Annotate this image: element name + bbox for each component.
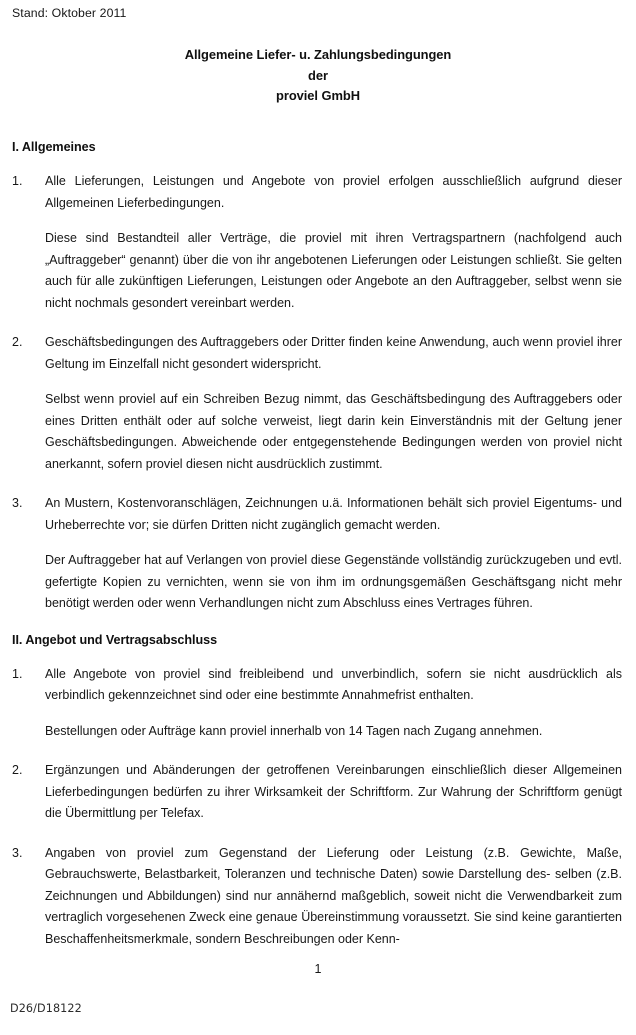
- clause-text: Alle Lieferungen, Leistungen und Angebote von proviel erfolgen ausschließlich aufgrund dieser Allgemeinen Lieferbedingungen.: [45, 174, 622, 210]
- clause-ii-1-subparagraph-1: Bestellungen oder Aufträge kann proviel innerhalb von 14 Tagen nach Zugang annehmen.: [45, 723, 543, 738]
- clause-i-3: [12, 493, 622, 536]
- clause-number: 1.: [12, 174, 23, 188]
- clause-i-2: [12, 332, 622, 375]
- clause-spacer: [12, 833, 622, 843]
- clause-i-1-subparagraph-1: Diese sind Bestandteil aller Verträge, die proviel mit ihren Vertragspartnern (nachfolgend auch „Auftraggeber“ genannt) über die von ihr angebotenen Lieferungen oder Leistungen schließt. Sie gelten auch für alle zukünftigen Lieferungen, Leistungen oder Angebote an den Auftraggeber, selbst wenn sie nicht nochmals gesondert vereinbart werden.: [45, 231, 622, 310]
- clause-number: 2.: [12, 763, 23, 777]
- page-title: Allgemeine Liefer- u. Zahlungsbedingungen: [184, 47, 452, 62]
- clause-ii-1: [12, 664, 622, 707]
- clause-text: Geschäftsbedingungen des Auftraggebers oder Dritter finden keine Anwendung, auch wenn proviel ihrer Geltung im Einzelfall nicht gesondert widerspricht.: [45, 335, 622, 371]
- clause-ii-3: [12, 843, 622, 951]
- clause-i-2-subparagraph-1: Selbst wenn proviel auf ein Schreiben Bezug nimmt, das Geschäftsbedingung des Auftraggebers oder eines Dritten enthält oder auf solche verweist, liegt darin kein Einverständnis mit der Geltung jener Geschäftsbedingungen. Abweichende oder entgegenstehende Bedingungen werden von proviel nicht anerkannt, sofern proviel diesen nicht ausdrücklich zustimmt.: [45, 392, 622, 471]
- clause-number: 3.: [12, 845, 23, 860]
- clause-i-3-subparagraph-1: Der Auftraggeber hat auf Verlangen von proviel diese Gegenstände vollständig zurückzugeben und evtl. gefertigte Kopien zu vernichten, wenn sie von ihm im ordnungsgemäßen Geschäftsgang nicht mehr benötigt werden oder wenn Verhandlungen nicht zum Abschluss eines Vertrages führen.: [45, 553, 622, 610]
- clause-number: 1.: [12, 666, 23, 681]
- clause-number: 3.: [12, 496, 23, 510]
- clause-number: 2.: [12, 335, 23, 349]
- page-number: 1: [314, 962, 322, 976]
- document-body: [12, 140, 622, 958]
- title-line-company: proviel GmbH: [276, 88, 360, 103]
- title-line-der: der: [308, 67, 328, 83]
- clause-text: Angaben von proviel zum Gegenstand der Lieferung oder Leistung (z.B. Gewichte, Maße, Gebrauchswerte, Belastbarkeit, Toleranzen und technische Daten) sowie Darstellung des- selben (z.B. Zeichnungen und Abbildungen) sind nur annähernd maßgeblich, soweit nicht die Verwendbarkeit zum vertraglich vorgesehenen Zweck eine genaue Übereinstimmung voraussetzt. Sie sind keine garantierten Beschaffenheitsmerkmale, sondern Beschreibungen oder Kenn-: [45, 845, 622, 946]
- document-title-block: [0, 45, 636, 107]
- clause-text: Alle Angebote von proviel sind freibleibend und unverbindlich, sofern sie nicht ausdrücklich als verbindlich gekennzeichnet sind oder eine bestimmte Annahmefrist enthalten.: [45, 666, 622, 702]
- section-heading-allgemeines: I. Allgemeines: [12, 140, 96, 154]
- section-heading-angebot-vertragsabschluss: II. Angebot und Vertragsabschluss: [12, 632, 218, 647]
- clause-i-1: [12, 171, 622, 214]
- clause-ii-2: [12, 760, 622, 825]
- clause-text: An Mustern, Kostenvoranschlägen, Zeichnungen u.ä. Informationen behält sich proviel Eigentums- und Urheberrechte vor; sie dürfen Dritten nicht zugänglich gemacht werden.: [45, 496, 622, 532]
- clause-text: Ergänzungen und Abänderungen der getroffenen Vereinbarungen einschließlich dieser Allgemeinen Lieferbedingungen bedürfen zu ihrer Wirksamkeit der Schriftform. Zur Wahrung der Schriftform genügt die Übermittlung per Telefax.: [45, 763, 622, 820]
- document-reference-code: D26/D18122: [10, 1002, 82, 1015]
- revision-note: Stand: Oktober 2011: [12, 6, 127, 20]
